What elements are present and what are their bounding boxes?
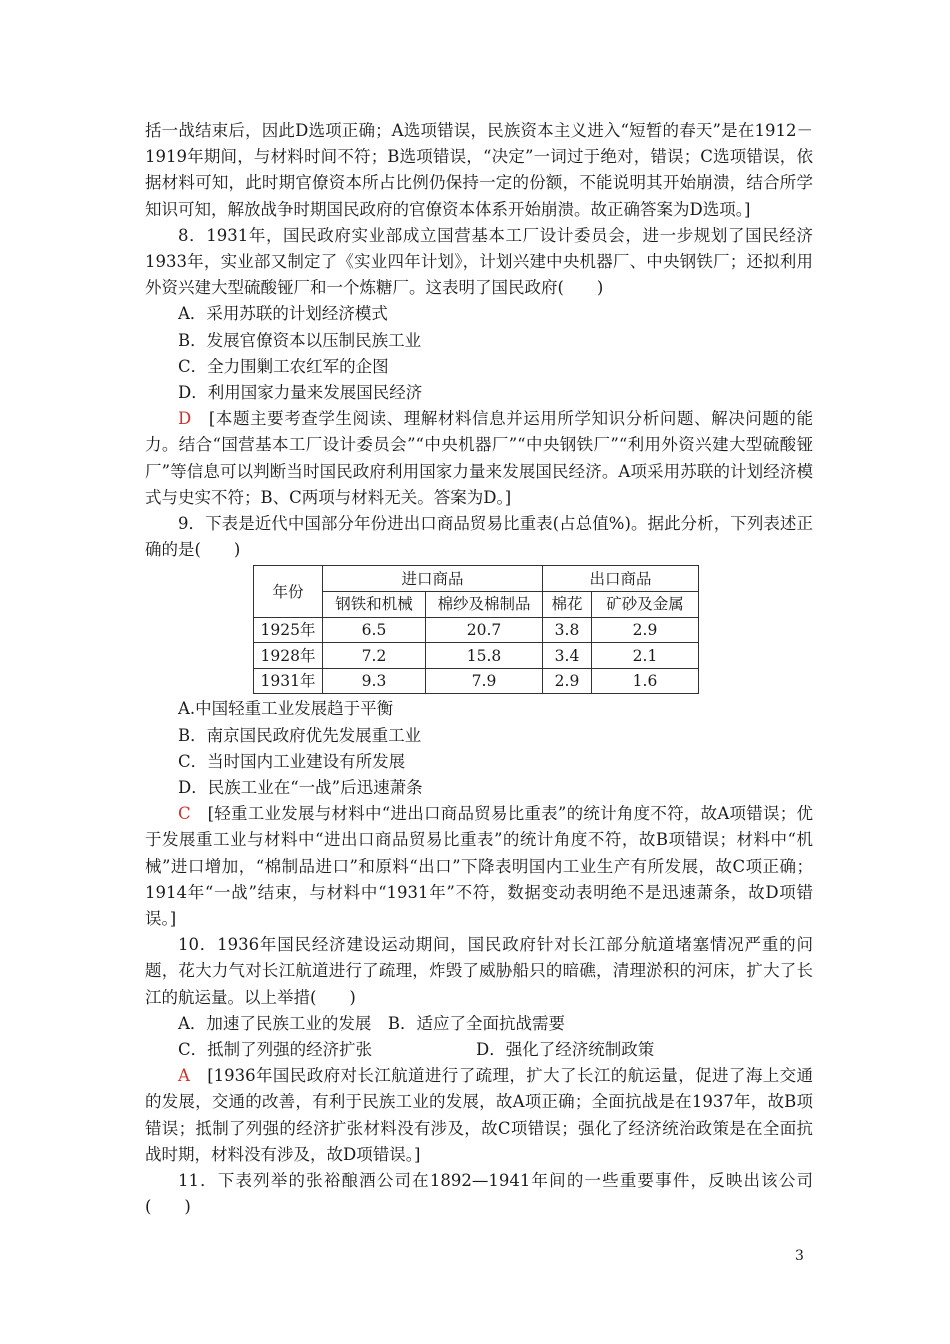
question-8-stem: 8．1931年，国民政府实业部成立国营基本工厂设计委员会，进一步规划了国民经济1933年，实业部又制定了《实业四年计划》，计划兴建中央机器厂、中央钢铁厂；还拟利用外资兴建大型硫酸铔厂和一个炼糖厂。这表明了国民政府( ) [145, 225, 813, 298]
q10-option-d: D．强化了经济统制政策 [476, 1040, 655, 1060]
q8-answer-letter: D [178, 409, 192, 429]
q9-answer-letter: C [178, 804, 191, 824]
table-header-year: 年份 [254, 566, 323, 617]
table-cell: 3.8 [543, 617, 592, 643]
table-cell: 2.9 [592, 617, 699, 643]
table-cell: 6.5 [323, 617, 426, 643]
page-body [145, 118, 813, 1220]
question-11-stem: 11．下表列举的张裕酿酒公司在1892—1941年间的一些重要事件，反映出该公司( ) [145, 1171, 813, 1217]
q8-option-c: C．全力围剿工农红军的企图 [178, 356, 389, 376]
q10-explanation: [1936年国民政府对长江航道进行了疏理，扩大了长江的航运量，促进了海上交通的发展，交通的改善，有利于民族工业的发展，故A项正确；全面抗战是在1937年，故B项错误；抵制了列强的经济扩张材料没有涉及，故C项错误；强化了经济统治政策是在全面抗战时期，材料没有涉及，故D项错误。] [145, 1066, 813, 1164]
q10-options-ab: A．加速了民族工业的发展 B．适应了全面抗战需要 [178, 1013, 566, 1033]
table-row [254, 668, 699, 694]
q9-explanation: [轻重工业发展与材料中“进出口商品贸易比重表”的统计角度不符，故A项错误；优于发展重工业与材料中“进出口商品贸易比重表”的统计角度不符，故B项错误；材料中“机械”进口增加，“棉制品进口”和原料“出口”下降表明国内工业生产有所发展，故C项正确；1914年“一战”结束，与材料中“1931年”不符，数据变动表明绝不是迅速萧条，故D项错误。] [145, 804, 813, 929]
explanation-continued: 括一战结束后，因此D选项正确；A选项错误，民族资本主义进入“短暂的春天”是在1912－1919年期间，与材料时间不符；B选项错误，“决定”一词过于绝对，错误；C选项错误，依据材料可知，此时期官僚资本所占比例仍保持一定的份额，不能说明其开始崩溃，结合所学知识可知，解放战争时期国民政府的官僚资本体系开始崩溃。故正确答案为D选项。] [145, 121, 813, 219]
q10-option-c: C．抵制了列强的经济扩张 [178, 1040, 373, 1060]
table-cell: 1.6 [592, 668, 699, 694]
q8-explanation: [本题主要考查学生阅读、理解材料信息并运用所学知识分析问题、解决问题的能力。结合“国营基本工厂设计委员会”“中央机器厂”“中央钢铁厂”“利用外资兴建大型硫酸铔厂”等信息可以判断当时国民政府利用国家力量来发展国民经济。A项采用苏联的计划经济模式与史实不符；B、C两项与材料无关。答案为D。] [145, 409, 813, 507]
table-cell: 2.9 [543, 668, 592, 694]
page-number: 3 [795, 1248, 804, 1264]
q10-answer-letter: A [178, 1066, 190, 1086]
table-cell: 3.4 [543, 643, 592, 669]
table-row [254, 643, 699, 669]
q9-option-c: C．当时国内工业建设有所发展 [178, 751, 406, 771]
q8-option-d: D．利用国家力量来发展国民经济 [178, 383, 423, 403]
table-cell: 15.8 [426, 643, 543, 669]
table-cell: 2.1 [592, 643, 699, 669]
table-subheader: 钢铁和机械 [323, 592, 426, 618]
table-header-export: 出口商品 [543, 566, 699, 592]
table-cell: 7.2 [323, 643, 426, 669]
table-subheader: 棉花 [543, 592, 592, 618]
question-9-stem: 9．下表是近代中国部分年份进出口商品贸易比重表(占总值%)。据此分析，下列表述正确的是( ) [145, 514, 813, 560]
q10-options-cd [145, 1037, 813, 1063]
table-subheader: 矿砂及金属 [592, 592, 699, 618]
table-cell: 20.7 [426, 617, 543, 643]
table-cell-year: 1931年 [254, 668, 323, 694]
q10-answer [145, 1063, 813, 1168]
q9-option-a: A.中国轻重工业发展趋于平衡 [178, 699, 394, 719]
table-cell-year: 1928年 [254, 643, 323, 669]
table-header-import: 进口商品 [323, 566, 543, 592]
table-row [254, 617, 699, 643]
q9-answer [145, 801, 813, 932]
table-subheader: 棉纱及棉制品 [426, 592, 543, 618]
q9-option-b: B．南京国民政府优先发展重工业 [178, 725, 422, 745]
table-cell: 9.3 [323, 668, 426, 694]
q8-answer [145, 406, 813, 511]
question-10-stem: 10．1936年国民经济建设运动期间，国民政府针对长江部分航道堵塞情况严重的问题，花大力气对长江航道进行了疏理，炸毁了威胁船只的暗礁，清理淤积的河床，扩大了长江的航运量。以上举措( ) [145, 935, 813, 1007]
table-cell-year: 1925年 [254, 617, 323, 643]
table-cell: 7.9 [426, 668, 543, 694]
trade-ratio-table [253, 565, 699, 694]
q8-option-a: A．采用苏联的计划经济模式 [178, 304, 388, 324]
q8-option-b: B．发展官僚资本以压制民族工业 [178, 330, 422, 350]
q9-option-d: D．民族工业在“一战”后迅速萧条 [178, 778, 423, 798]
